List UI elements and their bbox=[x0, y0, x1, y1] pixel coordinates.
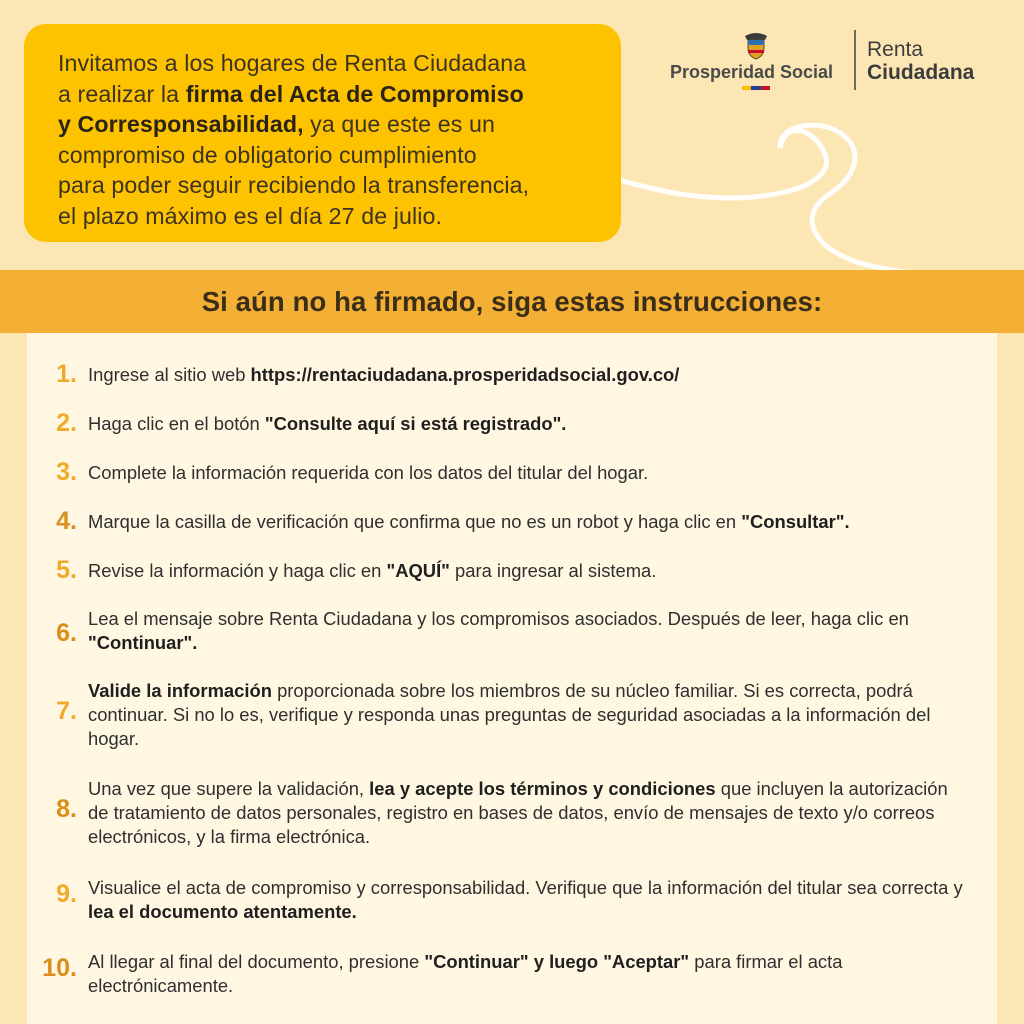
step-text: Valide la información proporcionada sobre los miembros de su núcleo familiar. Si es correcta, podrá continuar. Si no lo es, verifique y responda unas preguntas de seguridad asociadas a la información del hogar. bbox=[88, 680, 931, 749]
intro-card bbox=[24, 24, 621, 242]
coat-of-arms-icon bbox=[741, 30, 771, 60]
heart-line-decoration bbox=[610, 100, 910, 275]
step-text: Marque la casilla de verificación que confirma que no es un robot y haga clic en "Consultar". bbox=[88, 511, 850, 532]
step-number: 7. bbox=[56, 697, 77, 725]
intro-line-4: compromiso de obligatorio cumplimiento bbox=[58, 141, 477, 168]
logo-divider bbox=[854, 30, 856, 90]
colombia-flag-stripe bbox=[742, 86, 770, 90]
intro-line-5: para poder seguir recibiendo la transferencia, bbox=[58, 172, 530, 198]
step-text: Al llegar al final del documento, presione "Continuar" y luego "Aceptar" para firmar el acta electrónicamente. bbox=[88, 951, 843, 996]
intro-line-6: el plazo máximo es el día 27 de julio. bbox=[58, 202, 443, 229]
step-number: 5. bbox=[56, 556, 77, 584]
instructions-panel bbox=[27, 333, 997, 1024]
step-number: 6. bbox=[56, 619, 77, 647]
ciudadana-logo-line: Ciudadana bbox=[867, 61, 975, 84]
step-text: Revise la información y haga clic en "AQUÍ" para ingresar al sistema. bbox=[88, 560, 657, 581]
step-number: 10. bbox=[42, 954, 77, 982]
step-link: https://rentaciudadana.prosperidadsocial.gov.co/ bbox=[250, 364, 680, 385]
step-number: 3. bbox=[56, 458, 77, 486]
step-number: 2. bbox=[56, 409, 77, 437]
renta-logo-line: Renta bbox=[867, 38, 924, 61]
step-number: 8. bbox=[56, 795, 77, 823]
intro-line-3: ya que este es un bbox=[303, 111, 495, 137]
step-number: 9. bbox=[56, 880, 77, 908]
intro-text bbox=[58, 48, 599, 231]
prosperidad-social-logo: Prosperidad Social bbox=[670, 62, 834, 82]
intro-bold-1: firma del Acta de Compromiso bbox=[185, 80, 524, 107]
step-text: Lea el mensaje sobre Renta Ciudadana y los compromisos asociados. Después de leer, haga clic en "Continuar". bbox=[88, 608, 909, 653]
header-area bbox=[0, 0, 1024, 270]
step-text: Ingrese al sitio web https://rentaciudadana.prosperidadsocial.gov.co/ bbox=[88, 364, 680, 385]
step-text: Haga clic en el botón "Consulte aquí si está registrado". bbox=[88, 413, 567, 434]
step-number: 4. bbox=[56, 507, 77, 535]
instructions-banner bbox=[0, 270, 1024, 333]
intro-line-2: a realizar la bbox=[58, 80, 186, 107]
step-number: 1. bbox=[56, 360, 77, 388]
instructions-heading: Si aún no ha firmado, siga estas instrucciones: bbox=[201, 285, 823, 317]
intro-line-1: Invitamos a los hogares de Renta Ciudadana bbox=[58, 50, 527, 76]
step-text: Una vez que supere la validación, lea y acepte los términos y condiciones que incluyen la autorización de tratamiento de datos personales, registro en bases de datos, envío de mensajes de texto y/o correos electrónicos, y la firma electrónica. bbox=[88, 778, 948, 847]
intro-bold-2: y Corresponsabilidad, bbox=[58, 111, 304, 137]
logos bbox=[660, 28, 1005, 94]
step-text: Visualice el acta de compromiso y corresponsabilidad. Verifique que la información del titular sea correcta y lea el documento atentamente. bbox=[88, 877, 963, 922]
step-text: Complete la información requerida con los datos del titular del hogar. bbox=[88, 462, 649, 483]
